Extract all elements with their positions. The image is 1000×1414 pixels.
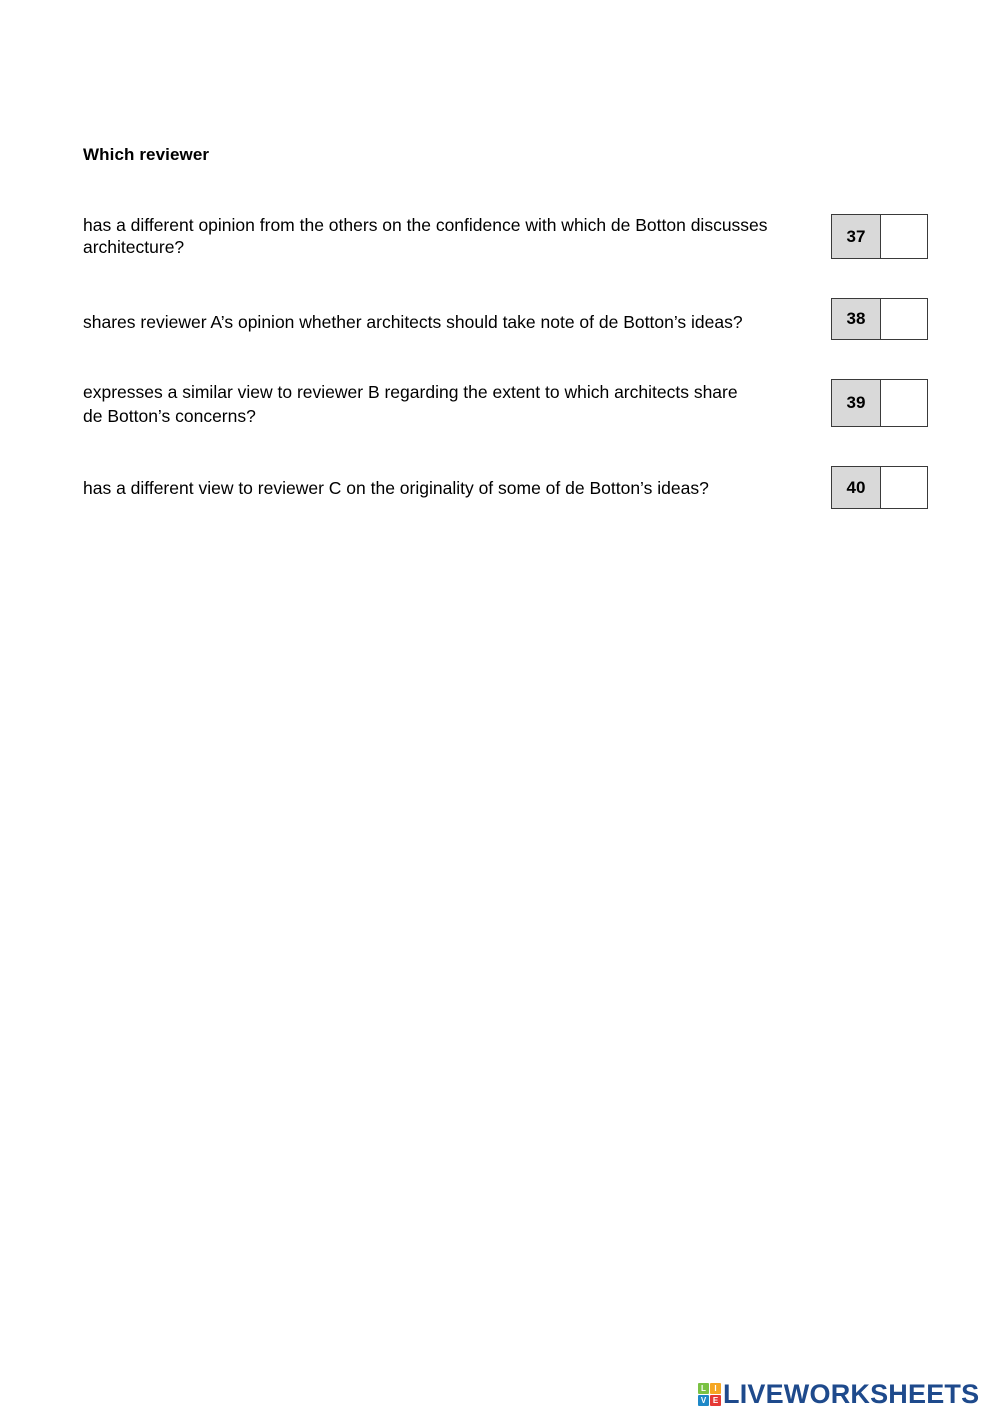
question-39-line-1: expresses a similar view to reviewer B regarding the extent to which architects share	[83, 382, 738, 402]
question-number-40: 40	[832, 467, 881, 508]
answer-box-37	[831, 214, 928, 259]
answer-box-40	[831, 466, 928, 509]
question-number-38: 38	[832, 299, 881, 339]
logo-letter-i: I	[710, 1383, 721, 1394]
answer-box-38	[831, 298, 928, 340]
answer-field-40[interactable]	[881, 467, 927, 508]
question-39-text	[83, 380, 818, 428]
answer-field-38[interactable]	[881, 299, 927, 339]
answer-field-37[interactable]	[881, 215, 927, 258]
answer-field-39[interactable]	[881, 380, 927, 426]
logo-letter-l: L	[698, 1383, 709, 1394]
logo-grid-icon	[698, 1383, 721, 1406]
question-number-39: 39	[832, 380, 881, 426]
question-39-line-2: de Botton’s concerns?	[83, 406, 256, 426]
logo-wordmark: LIVEWORKSHEETS	[723, 1379, 980, 1409]
liveworksheets-logo	[698, 1379, 979, 1410]
question-number-37: 37	[832, 215, 881, 258]
logo-letter-e: E	[710, 1395, 721, 1406]
question-38-text: shares reviewer A’s opinion whether architects should take note of de Botton’s ideas?	[83, 312, 743, 332]
logo-letter-v: V	[698, 1395, 709, 1406]
instruction-heading: Which reviewer	[83, 145, 210, 164]
question-40-text: has a different view to reviewer C on the originality of some of de Botton’s ideas?	[83, 478, 709, 498]
answer-box-39	[831, 379, 928, 427]
question-37-text: has a different opinion from the others on the confidence with which de Botton discusses architecture?	[83, 215, 768, 257]
